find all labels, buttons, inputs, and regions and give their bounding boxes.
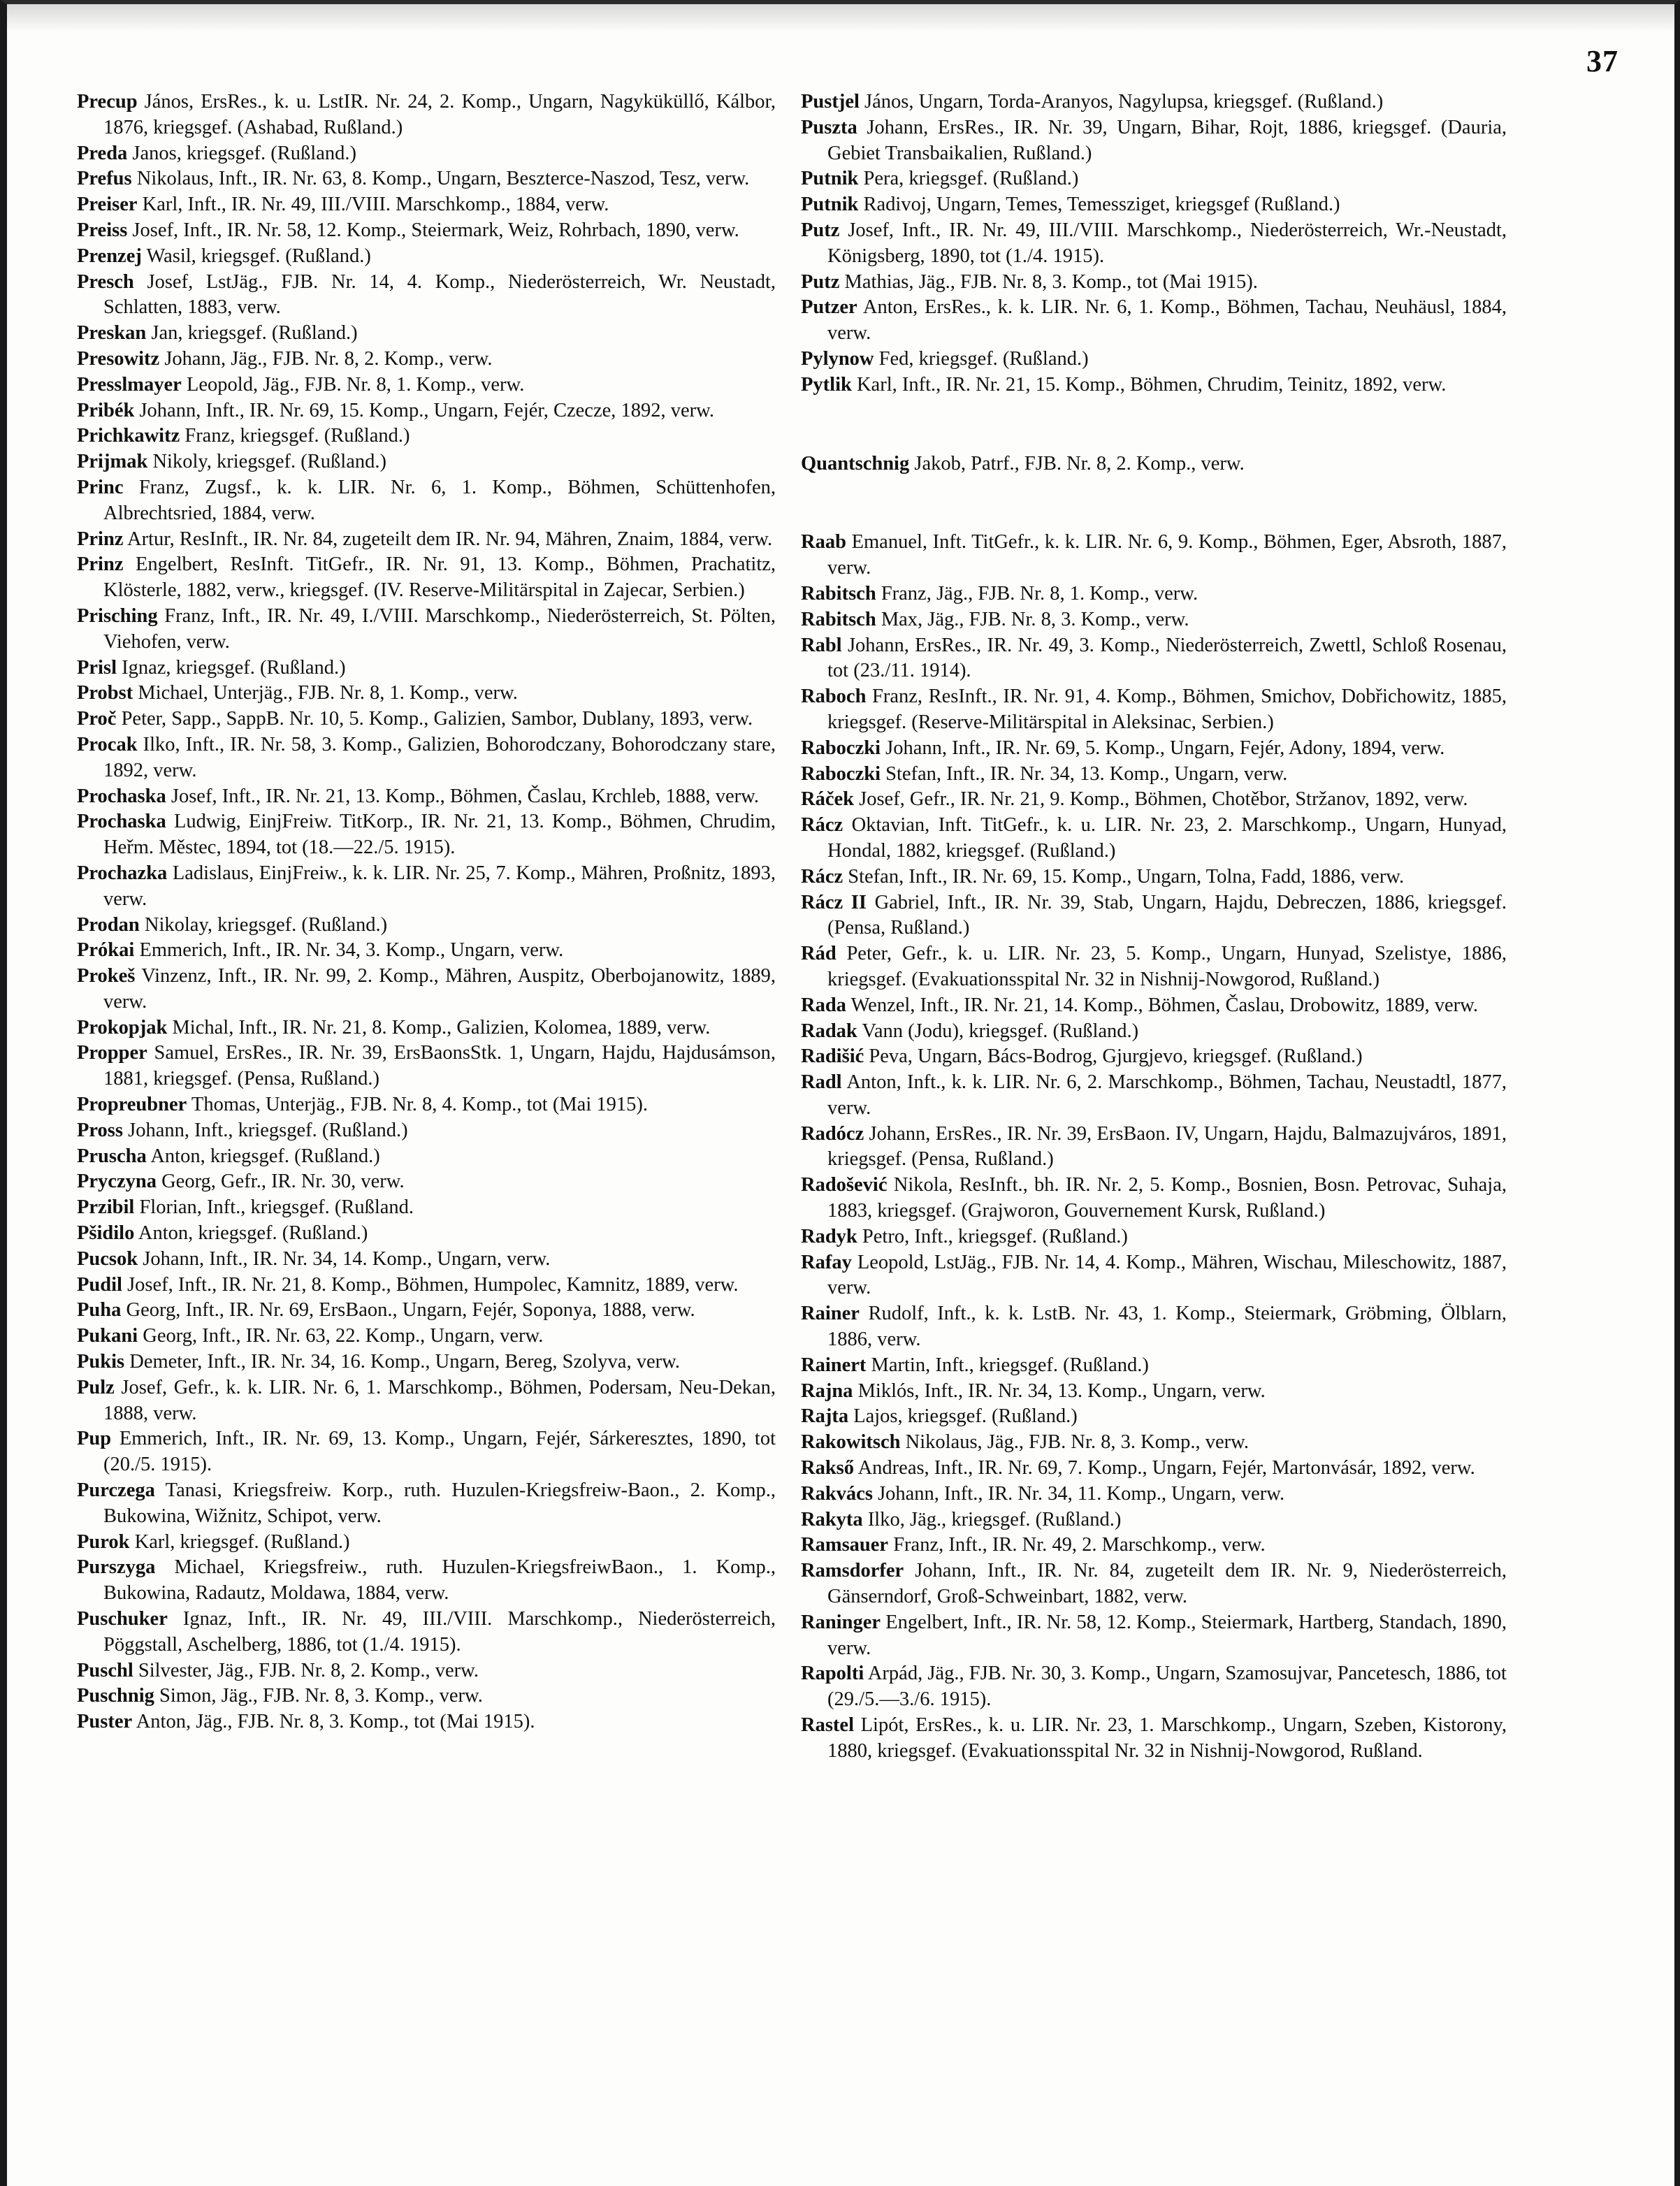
entry-surname: Pross [77,1119,123,1141]
entry-details: Josef, Inft., IR. Nr. 49, III./VIII. Marschkomp., Niederösterreich, Wr.-Neustadt, Königsberg, 1890, tot (1./4. 1915). [827,219,1507,267]
entry-surname: Pruscha [77,1145,147,1167]
register-entry [77,1426,776,1478]
entry-details: Oktavian, Inft. TitGefr., k. u. LIR. Nr. 23, 2. Marschkomp., Ungarn, Hunyad, Hondal, 1882, kriegsgef. (Rußland.) [827,814,1507,862]
entry-surname: Purok [77,1530,130,1553]
entry-details: Nikolaus, Jäg., FJB. Nr. 8, 3. Komp., verw. [905,1431,1249,1454]
entry-details: Leopold, Jäg., FJB. Nr. 8, 1. Komp., verw. [186,373,525,396]
entry-surname: Radl [801,1071,842,1094]
register-entry [77,681,776,707]
entry-surname: Pulz [77,1376,115,1398]
entry-details: Leopold, LstJäg., FJB. Nr. 14, 4. Komp., Mähren, Wischau, Mileschowitz, 1887, verw. [827,1251,1507,1299]
entry-surname: Purczega [77,1479,155,1502]
entry-surname: Radyk [801,1225,857,1247]
entry-surname: Radak [801,1020,857,1042]
entry-details: Johann, Inft., kriegsgef. (Rußland.) [128,1119,408,1141]
register-entry [77,218,776,244]
register-entry [77,1247,776,1273]
entry-details: Anton, ErsRes., k. k. LIR. Nr. 6, 1. Komp., Böhmen, Tachau, Neuhäusl, 1884, verw. [827,296,1507,345]
entry-details: Samuel, ErsRes., IR. Nr. 39, ErsBaonsStk. 1, Ungarn, Hajdu, Hajdusámson, 1881, kriegsgef. (Pensa, Rußland.) [103,1042,776,1090]
entry-surname: Prinz [77,553,124,576]
register-entry [801,1044,1507,1070]
entry-details: Anton, kriegsgef. (Rußland.) [138,1222,368,1245]
entry-surname: Pudil [77,1273,122,1296]
register-entry [801,1301,1507,1353]
entry-surname: Pustjel [801,91,860,113]
entry-surname: Puszta [801,116,857,138]
entry-details: Nikolay, kriegsgef. (Rußland.) [144,913,388,936]
scan-shadow [7,4,1674,32]
entry-surname: Rafay [801,1251,852,1273]
register-entry [801,581,1507,607]
register-entry [801,1070,1507,1122]
register-entry [77,449,776,475]
entry-details: Ilko, Jäg., kriegsgef. (Rußland.) [867,1508,1122,1530]
register-entry [801,347,1507,372]
register-entry [77,1092,776,1118]
entry-details: Johann, ErsRes., IR. Nr. 39, ErsBaon. IV, Ungarn, Hajdu, Balmazujváros, 1891, kriegsgef. (Pensa, Rußland.) [827,1122,1507,1171]
entry-surname: Precup [77,91,138,113]
register-entry [77,707,776,732]
register-entry [801,1456,1507,1482]
entry-details: Josef, LstJäg., FJB. Nr. 14, 4. Komp., Niederösterreich, Wr. Neustadt, Schlatten, 1883, verw. [103,270,776,319]
entry-details: Silvester, Jäg., FJB. Nr. 8, 2. Komp., verw. [138,1659,479,1681]
entry-surname: Presch [77,270,134,293]
register-entry [77,1607,776,1658]
entry-details: Josef, Inft., IR. Nr. 21, 8. Komp., Böhmen, Humpolec, Kamnitz, 1889, verw. [127,1273,739,1296]
register-entry [77,1298,776,1324]
entry-surname: Prókai [77,939,135,962]
entry-surname: Putnik [801,168,859,190]
entry-surname: Propreubner [77,1094,187,1116]
entry-surname: Pribék [77,399,135,421]
entry-surname: Pylynow [801,347,874,370]
register-entry [801,1713,1507,1765]
entry-details: Josef, Gefr., IR. Nr. 21, 9. Komp., Böhmen, Chotěbor, Stržanov, 1892, verw. [859,788,1468,811]
entry-surname: Rakvács [801,1482,873,1505]
register-entry [77,938,776,964]
register-entry [77,732,776,784]
entry-details: Karl, Inft., IR. Nr. 49, III./VIII. Marschkomp., 1884, verw. [142,194,609,216]
entry-details: Andreas, Inft., IR. Nr. 69, 7. Komp., Ungarn, Fejér, Martonvásár, 1892, verw. [857,1457,1475,1479]
entry-surname: Puschl [77,1659,133,1681]
register-entry [801,1250,1507,1302]
entry-surname: Prochaska [77,785,166,807]
entry-surname: Rakső [801,1457,855,1479]
register-entry [801,166,1507,192]
register-entry [77,424,776,449]
entry-details: Michael, Kriegsfreiw., ruth. Huzulen-KriegsfreiwBaon., 1. Komp., Bukowina, Radautz, Moldawa, 1884, verw. [103,1556,776,1605]
entry-surname: Prenzej [77,245,142,267]
entry-details: Karl, kriegsgef. (Rußland.) [134,1530,350,1553]
entry-details: Demeter, Inft., IR. Nr. 34, 16. Komp., Ungarn, Bereg, Szolyva, verw. [129,1351,680,1373]
entry-surname: Preda [77,142,128,164]
register-entry [801,607,1507,633]
register-entry [801,451,1507,477]
register-entry [77,1195,776,1221]
register-entry [77,166,776,192]
entry-details: Simon, Jäg., FJB. Nr. 8, 3. Komp., verw. [159,1685,483,1707]
entry-surname: Prodan [77,913,140,936]
entry-surname: Putz [801,219,840,241]
entry-surname: Rada [801,994,846,1016]
entry-details: Josef, Inft., IR. Nr. 21, 13. Komp., Böhmen, Časlau, Krchleb, 1888, verw. [171,785,760,807]
register-entry [801,1122,1507,1173]
register-entry [77,1041,776,1092]
register-entry [801,684,1507,736]
register-entry [801,1610,1507,1662]
entry-details: Ludwig, EinjFreiw. TitKorp., IR. Nr. 21, 13. Komp., Böhmen, Chrudim, Heřm. Městec, 1894, tot (18.—22./5. 1915). [103,811,776,859]
entry-surname: Preiss [77,219,128,241]
entry-details: Johann, Inft., IR. Nr. 69, 5. Komp., Ungarn, Fejér, Adony, 1894, verw. [885,737,1445,759]
entry-details: Georg, Inft., IR. Nr. 69, ErsBaon., Ungarn, Fejér, Soponya, 1888, verw. [126,1299,695,1322]
register-entry [801,762,1507,788]
entry-details: Ladislaus, EinjFreiw., k. k. LIR. Nr. 25, 7. Komp., Mähren, Proßnitz, 1893, verw. [103,862,776,910]
register-entry [77,656,776,681]
entry-surname: Raninger [801,1611,881,1633]
entry-surname: Prokopjak [77,1016,168,1038]
entry-details: Karl, Inft., IR. Nr. 21, 15. Komp., Böhmen, Chrudim, Teinitz, 1892, verw. [856,373,1447,396]
entry-details: Michael, Unterjäg., FJB. Nr. 8, 1. Komp., verw. [138,682,518,704]
entry-surname: Prisl [77,656,117,679]
register-entry [77,372,776,398]
entry-surname: Rainert [801,1354,867,1376]
register-entry [801,530,1507,581]
entry-details: Vann (Jodu), kriegsgef. (Rußland.) [862,1020,1139,1042]
register-entry [77,475,776,527]
register-entry [801,1533,1507,1558]
entry-surname: Putz [801,270,840,293]
entry-details: Gabriel, Inft., IR. Nr. 39, Stab, Ungarn, Hajdu, Debreczen, 1886, kriegsgef. (Pensa, Rußland.) [827,891,1507,939]
entry-details: Georg, Inft., IR. Nr. 63, 22. Komp., Ungarn, verw. [143,1325,544,1347]
entry-surname: Prisching [77,605,158,627]
entry-surname: Proč [77,708,117,730]
entry-surname: Ramsdorfer [801,1560,904,1582]
entry-surname: Prochaska [77,811,166,833]
entry-details: Martin, Inft., kriegsgef. (Rußland.) [871,1354,1149,1376]
section-q [801,451,1507,477]
entry-surname: Puschuker [77,1608,168,1630]
entry-surname: Raab [801,531,846,553]
register-entry [77,1709,776,1735]
entry-details: Janos, kriegsgef. (Rußland.) [132,142,356,164]
register-entry [801,1404,1507,1430]
entry-details: Franz, Zugsf., k. k. LIR. Nr. 6, 1. Komp., Böhmen, Schüttenhofen, Albrechtsried, 1884, verw. [103,476,776,524]
entry-details: Stefan, Inft., IR. Nr. 34, 13. Komp., Ungarn, verw. [885,762,1288,785]
register-entry [77,809,776,861]
entry-details: Radivoj, Ungarn, Temes, Temessziget, kriegsgef (Rußland.) [863,194,1340,216]
register-entry [801,633,1507,685]
entry-surname: Prokeš [77,965,136,987]
entry-details: Engelbert, Inft., IR. Nr. 58, 12. Komp., Steiermark, Hartberg, Standach, 1890, verw. [827,1611,1507,1659]
entry-surname: Propper [77,1042,147,1064]
entry-surname: Raboch [801,686,867,708]
entry-surname: Probst [77,682,133,704]
entry-surname: Radócz [801,1122,864,1145]
register-entry [801,1661,1507,1713]
entry-details: Anton, Inft., k. k. LIR. Nr. 6, 2. Marschkomp., Böhmen, Tachau, Neustadtl, 1877, verw. [827,1071,1507,1119]
entry-surname: Rainer [801,1303,860,1325]
entry-details: Max, Jäg., FJB. Nr. 8, 3. Komp., verw. [881,608,1189,630]
entry-details: Rudolf, Inft., k. k. LstB. Nr. 43, 1. Komp., Steiermark, Gröbming, Ölblarn, 1886, verw. [827,1303,1507,1351]
entry-surname: Pukis [77,1351,125,1373]
register-entry [77,527,776,553]
entry-surname: Rakowitsch [801,1431,901,1454]
entry-surname: Rácz II [801,891,867,913]
entry-surname: Preskan [77,322,147,345]
section-r [801,530,1507,1764]
entry-surname: Prichkawitz [77,425,180,447]
entry-surname: Procak [77,733,138,755]
entry-details: Michal, Inft., IR. Nr. 21, 8. Komp., Galizien, Kolomea, 1889, verw. [172,1016,711,1038]
register-entry [77,1684,776,1709]
entry-details: Franz, Jäg., FJB. Nr. 8, 1. Komp., verw. [881,582,1199,605]
entry-details: Engelbert, ResInft. TitGefr., IR. Nr. 91, 13. Komp., Böhmen, Prachatitz, Klösterle, 1882, verw., kriegsgef. (IV. Reserve-Militärspital in Zajecar, Serbien.) [103,553,776,602]
entry-details: Peva, Ungarn, Bács-Bodrog, Gjurgjevo, kriegsgef. (Rußland.) [869,1045,1363,1068]
entry-details: Johann, Inft., IR. Nr. 34, 11. Komp., Ungarn, verw. [878,1482,1285,1505]
register-entry [77,1118,776,1144]
register-entry [801,372,1507,398]
entry-surname: Preiser [77,194,138,216]
register-entry [77,1555,776,1607]
entry-details: Ilko, Inft., IR. Nr. 58, 3. Komp., Galizien, Bohorodczany, Bohorodczany stare, 1892, verw. [103,733,776,781]
entry-details: Mathias, Jäg., FJB. Nr. 8, 3. Komp., tot (Mai 1915). [844,270,1258,293]
entry-surname: Presowitz [77,347,160,370]
register-entry [801,864,1507,890]
register-entry [77,964,776,1015]
entry-details: Artur, ResInft., IR. Nr. 84, zugeteilt dem IR. Nr. 94, Mähren, Znaim, 1884, verw. [127,528,773,550]
entry-surname: Ramsauer [801,1534,889,1556]
register-entry [801,736,1507,762]
register-entry [801,890,1507,942]
register-entry [77,89,776,141]
entry-surname: Raboczki [801,737,881,759]
entry-surname: Radišić [801,1045,864,1068]
register-entry [77,861,776,913]
register-entry [77,784,776,810]
entry-details: János, ErsRes., k. u. LstIR. Nr. 24, 2. Komp., Ungarn, Nagyküküllő, Kálbor, 1876, kriegsgef. (Ashabad, Rußland.) [103,91,776,138]
entry-surname: Rajta [801,1405,849,1428]
entry-details: Lipót, ErsRes., k. u. LIR. Nr. 23, 1. Marschkomp., Ungarn, Szeben, Kistorony, 1880, kriegsgef. (Evakuationsspital Nr. 32 in Nishnij-Nowgorod, Rußland. [827,1714,1507,1762]
register-entry [77,1221,776,1247]
register-entry [77,1375,776,1427]
entry-surname: Putnik [801,194,859,216]
entry-surname: Pup [77,1428,112,1450]
register-entry [801,1379,1507,1405]
entry-surname: Purszyga [77,1556,156,1579]
entry-details: Lajos, kriegsgef. (Rußland.) [853,1405,1078,1428]
entry-details: Stefan, Inft., IR. Nr. 69, 15. Komp., Ungarn, Tolna, Fadd, 1886, verw. [848,865,1405,888]
entry-details: Franz, Inft., IR. Nr. 49, I./VIII. Marschkomp., Niederösterreich, St. Pölten, Viehofen, verw. [103,605,776,653]
register-entry [77,604,776,656]
register-entry [77,321,776,347]
register-entry [77,1144,776,1170]
register-entry [801,787,1507,813]
entry-details: Nikolaus, Inft., IR. Nr. 63, 8. Komp., Ungarn, Beszterce-Naszod, Tesz, verw. [136,168,750,190]
register-entry [77,1273,776,1298]
entry-surname: Rajna [801,1380,853,1402]
register-entry [801,1019,1507,1045]
entry-details: Jakob, Patrf., FJB. Nr. 8, 2. Komp., verw. [914,452,1245,475]
entry-details: Ignaz, Inft., IR. Nr. 49, III./VIII. Marschkomp., Niederösterreich, Pöggstall, Aschelberg, 1886, tot (1./4. 1915). [103,1608,776,1656]
entry-details: Miklós, Inft., IR. Nr. 34, 13. Komp., Ungarn, verw. [857,1380,1266,1402]
entry-surname: Puschnig [77,1685,154,1707]
entry-details: Florian, Inft., kriegsgef. (Rußland. [139,1196,414,1219]
entry-details: Wenzel, Inft., IR. Nr. 21, 14. Komp., Böhmen, Časlau, Drobowitz, 1889, verw. [850,994,1478,1016]
entry-details: Emmerich, Inft., IR. Nr. 34, 3. Komp., Ungarn, verw. [139,939,564,962]
register-entry [77,1324,776,1349]
register-entry [801,1507,1507,1533]
entry-surname: Rabitsch [801,608,876,630]
register-entry [801,1224,1507,1250]
register-entry [77,1169,776,1195]
register-entry [801,218,1507,270]
entry-details: Johann, Inft., IR. Nr. 84, zugeteilt dem IR. Nr. 9, Niederösterreich, Gänserndorf, Groß-Schweinbart, 1882, verw. [827,1560,1507,1608]
entry-surname: Rácz [801,865,843,888]
register-entry [77,141,776,167]
entry-details: Johann, Inft., IR. Nr. 69, 15. Komp., Ungarn, Fejér, Czecze, 1892, verw. [139,399,714,421]
section-gap [801,477,1507,530]
entry-details: Vinzenz, Inft., IR. Nr. 99, 2. Komp., Mähren, Auspitz, Oberbojanowitz, 1889, verw. [103,965,776,1013]
entry-surname: Pšidilo [77,1222,135,1245]
entry-details: Fed, kriegsgef. (Rußland.) [878,347,1089,370]
entry-surname: Prochazka [77,862,168,884]
right-column [801,89,1507,1765]
entry-details: Emanuel, Inft. TitGefr., k. k. LIR. Nr. 6, 9. Komp., Böhmen, Eger, Absroth, 1887, verw. [827,531,1507,579]
entry-surname: Pucsok [77,1247,138,1270]
entry-details: Petro, Inft., kriegsgef. (Rußland.) [862,1225,1128,1247]
register-entry [801,192,1507,218]
entry-details: Nikoly, kriegsgef. (Rußland.) [152,451,386,473]
entry-details: Johann, Inft., IR. Nr. 34, 14. Komp., Ungarn, verw. [143,1247,551,1270]
entry-surname: Puha [77,1299,122,1322]
entry-details: Peter, Sapp., SappB. Nr. 10, 5. Komp., Galizien, Sambor, Dublany, 1893, verw. [121,708,753,730]
entry-details: Ignaz, kriegsgef. (Rußland.) [122,656,346,679]
register-entry [77,347,776,372]
entry-surname: Prinz [77,528,124,550]
register-entry [801,1353,1507,1379]
entry-surname: Rakyta [801,1508,863,1530]
register-entry [77,270,776,321]
register-entry [801,1482,1507,1507]
entry-surname: Rastel [801,1714,854,1737]
entry-surname: Rabitsch [801,582,876,605]
register-entry [77,192,776,218]
register-entry [77,1658,776,1684]
entry-surname: Raboczki [801,762,881,785]
page-number: 37 [1586,44,1619,78]
entry-surname: Pukani [77,1325,138,1347]
entry-details: Franz, ResInft., IR. Nr. 91, 4. Komp., Böhmen, Smichov, Dobřichowitz, 1885, kriegsgef. (Reserve-Militärspital in Aleksinac, Serbien.) [827,686,1507,733]
register-entry [77,913,776,939]
register-entry [801,1430,1507,1456]
entry-details: Arpád, Jäg., FJB. Nr. 30, 3. Komp., Ungarn, Szamosujvar, Pancetesch, 1886, tot (29./5.—3./6. 1915). [827,1663,1507,1711]
register-entry [801,993,1507,1019]
register-entry [801,813,1507,864]
entry-surname: Princ [77,476,124,498]
entry-surname: Presslmayer [77,373,182,396]
entry-surname: Ráček [801,788,854,811]
entry-details: János, Ungarn, Torda-Aranyos, Nagylupsa, kriegsgef. (Rußland.) [864,91,1384,113]
entry-surname: Rád [801,943,837,965]
register-entry [77,1015,776,1041]
entry-surname: Rapolti [801,1663,864,1685]
register-entry [77,1530,776,1556]
entry-details: Jan, kriegsgef. (Rußland.) [151,322,358,345]
entry-details: Thomas, Unterjäg., FJB. Nr. 8, 4. Komp., tot (Mai 1915). [191,1094,648,1116]
register-entry [801,941,1507,993]
entry-details: Anton, kriegsgef. (Rußland.) [150,1145,380,1167]
register-entry [77,552,776,604]
entry-surname: Quantschnig [801,452,910,475]
section-p [801,89,1507,398]
entry-details: Nikola, ResInft., bh. IR. Nr. 2, 5. Komp., Bosnien, Bosn. Petrovac, Suhaja, 1883, kriegsgef. (Grajworon, Gouvernement Kursk, Rußland.) [827,1174,1507,1222]
left-column [77,89,776,1735]
register-entry [801,1558,1507,1610]
entry-details: Johann, ErsRes., IR. Nr. 49, 3. Komp., Niederösterreich, Zwettl, Schloß Rosenau, tot (23./11. 1914). [827,634,1507,682]
entry-surname: Prijmak [77,451,148,473]
entry-details: Anton, Jäg., FJB. Nr. 8, 3. Komp., tot (Mai 1915). [136,1711,535,1733]
entry-details: Tanasi, Kriegsfreiw. Korp., ruth. Huzulen-Kriegsfreiw-Baon., 2. Komp., Bukowina, Wižnitz, Schipot, verw. [103,1479,776,1527]
register-entry [77,398,776,424]
register-entry [77,244,776,270]
register-entry [801,295,1507,347]
entry-details: Johann, ErsRes., IR. Nr. 39, Ungarn, Bihar, Rojt, 1886, kriegsgef. (Dauria, Gebiet Transbaikalien, Rußland.) [827,116,1507,164]
register-entry [801,115,1507,167]
entry-surname: Putzer [801,296,857,319]
entry-details: Pera, kriegsgef. (Rußland.) [863,168,1079,190]
entry-details: Johann, Jäg., FJB. Nr. 8, 2. Komp., verw. [164,347,493,370]
entry-details: Josef, Gefr., k. k. LIR. Nr. 6, 1. Marschkomp., Böhmen, Podersam, Neu-Dekan, 1888, verw. [103,1376,776,1424]
register-entry [801,89,1507,115]
section-gap [801,398,1507,451]
entry-surname: Pytlik [801,373,852,396]
entry-details: Josef, Inft., IR. Nr. 58, 12. Komp., Steiermark, Weiz, Rohrbach, 1890, verw. [132,219,739,241]
entry-details: Franz, Inft., IR. Nr. 49, 2. Marschkomp., verw. [893,1534,1266,1556]
entry-details: Emmerich, Inft., IR. Nr. 69, 13. Komp., Ungarn, Fejér, Sárkeresztes, 1890, tot (20./5. 1915). [103,1428,776,1476]
entry-surname: Puster [77,1711,133,1733]
register-entry [801,1173,1507,1224]
entry-surname: Rabl [801,634,842,656]
entry-surname: Pryczyna [77,1171,157,1193]
entry-surname: Prefus [77,168,132,190]
entry-details: Peter, Gefr., k. u. LIR. Nr. 23, 5. Komp., Ungarn, Hunyad, Szelistye, 1886, kriegsgef. (Evakuationsspital Nr. 32 in Nishnij-Nowgorod, Rußland.) [827,943,1507,990]
register-entry [77,1349,776,1375]
entry-surname: Przibil [77,1196,135,1219]
register-entry [801,270,1507,296]
register-entry [77,1478,776,1530]
entry-details: Georg, Gefr., IR. Nr. 30, verw. [161,1171,405,1193]
entry-details: Wasil, kriegsgef. (Rußland.) [146,245,371,267]
entry-surname: Rácz [801,814,843,837]
entry-surname: Radošević [801,1174,888,1196]
entry-details: Franz, kriegsgef. (Rußland.) [184,425,410,447]
